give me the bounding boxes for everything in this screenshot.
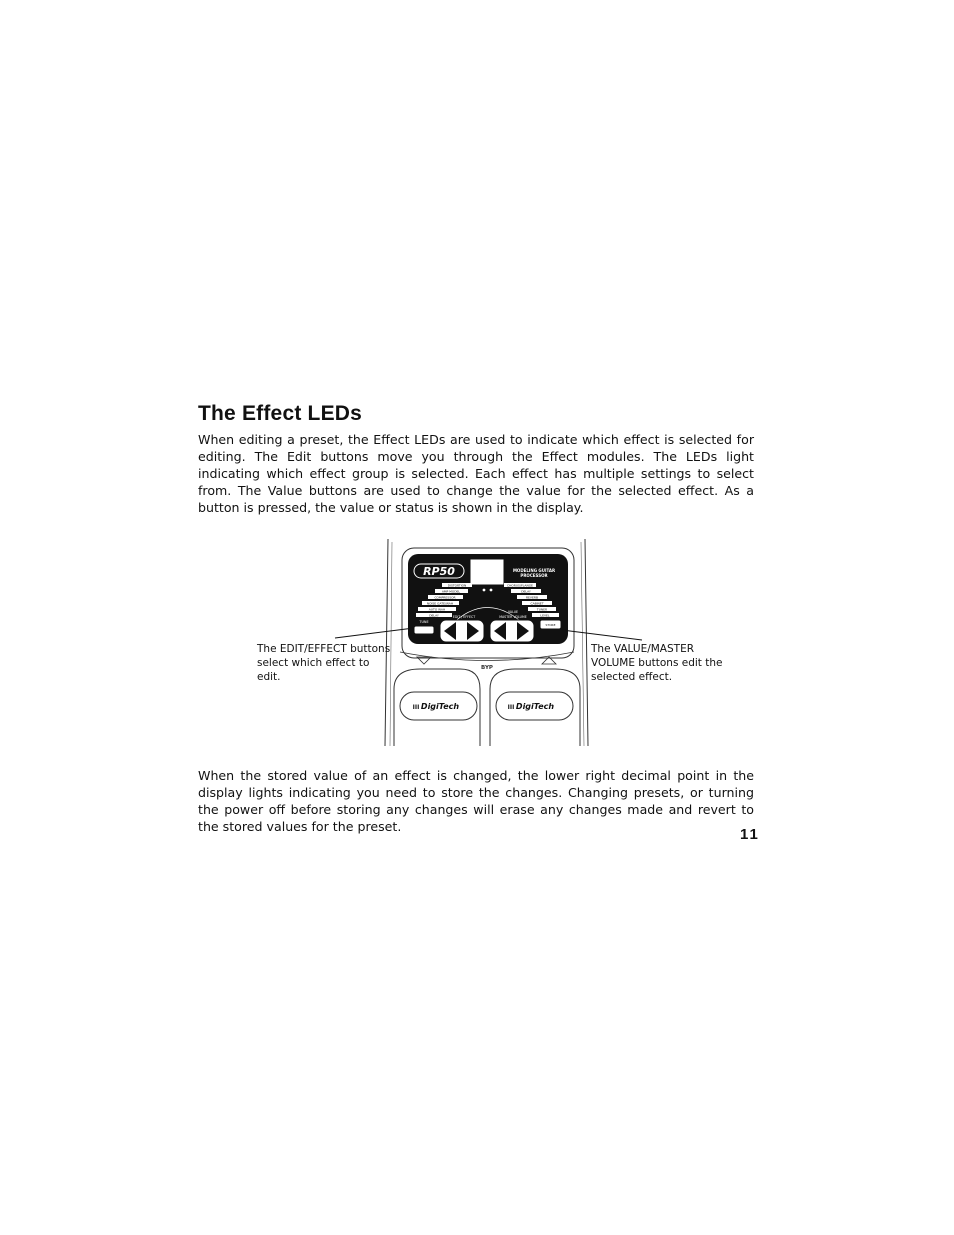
brand-logo: DigiTech — [420, 702, 460, 711]
store-label: STORE — [545, 623, 556, 627]
subtitle-line-2: PROCESSOR — [520, 573, 548, 578]
model-logo: RP50 — [423, 565, 455, 578]
led-label: DELAY — [429, 613, 439, 618]
intro-paragraph: When editing a preset, the Effect LEDs are used to indicate which effect is selected for editing. The Edit buttons move you through the Effect modules. The LEDs light indicating which effect group is selected. Each effect has multiple settings to select from. The Value buttons are used to change the value for the selected effect. As a button is pressed, the value or status is shown in the display. — [198, 432, 754, 515]
led-label: DELAY — [521, 589, 531, 594]
bypass-label: BYP — [481, 665, 493, 671]
section-heading: The Effect LEDs — [198, 402, 363, 425]
page-number: 11 — [740, 826, 760, 843]
edit-effect-label: EDIT / EFFECT — [452, 615, 476, 619]
led-label: CHORUS/FLANGE — [507, 583, 533, 588]
led-label: LEVEL — [540, 613, 550, 618]
value-label: VALUE — [507, 610, 519, 614]
led-label: TUNER — [536, 607, 548, 612]
master-volume-label: MASTER VOLUME — [499, 615, 527, 619]
led-label: DISTORTION — [447, 583, 467, 588]
brand-mark: III — [412, 704, 420, 711]
led-label: COMPRESSOR — [434, 595, 456, 600]
edit-effect-callout: The EDIT/EFFECT buttons select which effect to edit. — [257, 643, 391, 683]
led-label: REVERB — [525, 595, 539, 600]
brand-logo: DigiTech — [515, 702, 555, 711]
decimal-point-paragraph: When the stored value of an effect is changed, the lower right decimal point in the display lights indicating you need to store the changes. Changing presets, or turning the power off before storing any changes will erase any changes made and revert to the stored values for the preset. — [198, 768, 754, 834]
led-label: NOISE GATE/WAH — [426, 601, 454, 606]
led-label: AMP MODEL — [441, 589, 461, 594]
tune-label: TUNE — [419, 620, 429, 624]
value-master-volume-callout: The VALUE/MASTER VOLUME buttons edit the selected effect. — [591, 643, 723, 683]
led-label: AUTO WAH — [428, 607, 446, 612]
left-leader-line — [335, 628, 414, 638]
subtitle-line-1: MODELING GUITAR — [512, 568, 556, 573]
led-label: CABINET — [530, 601, 544, 606]
brand-mark: III — [507, 704, 515, 711]
right-leader-line — [562, 630, 642, 640]
